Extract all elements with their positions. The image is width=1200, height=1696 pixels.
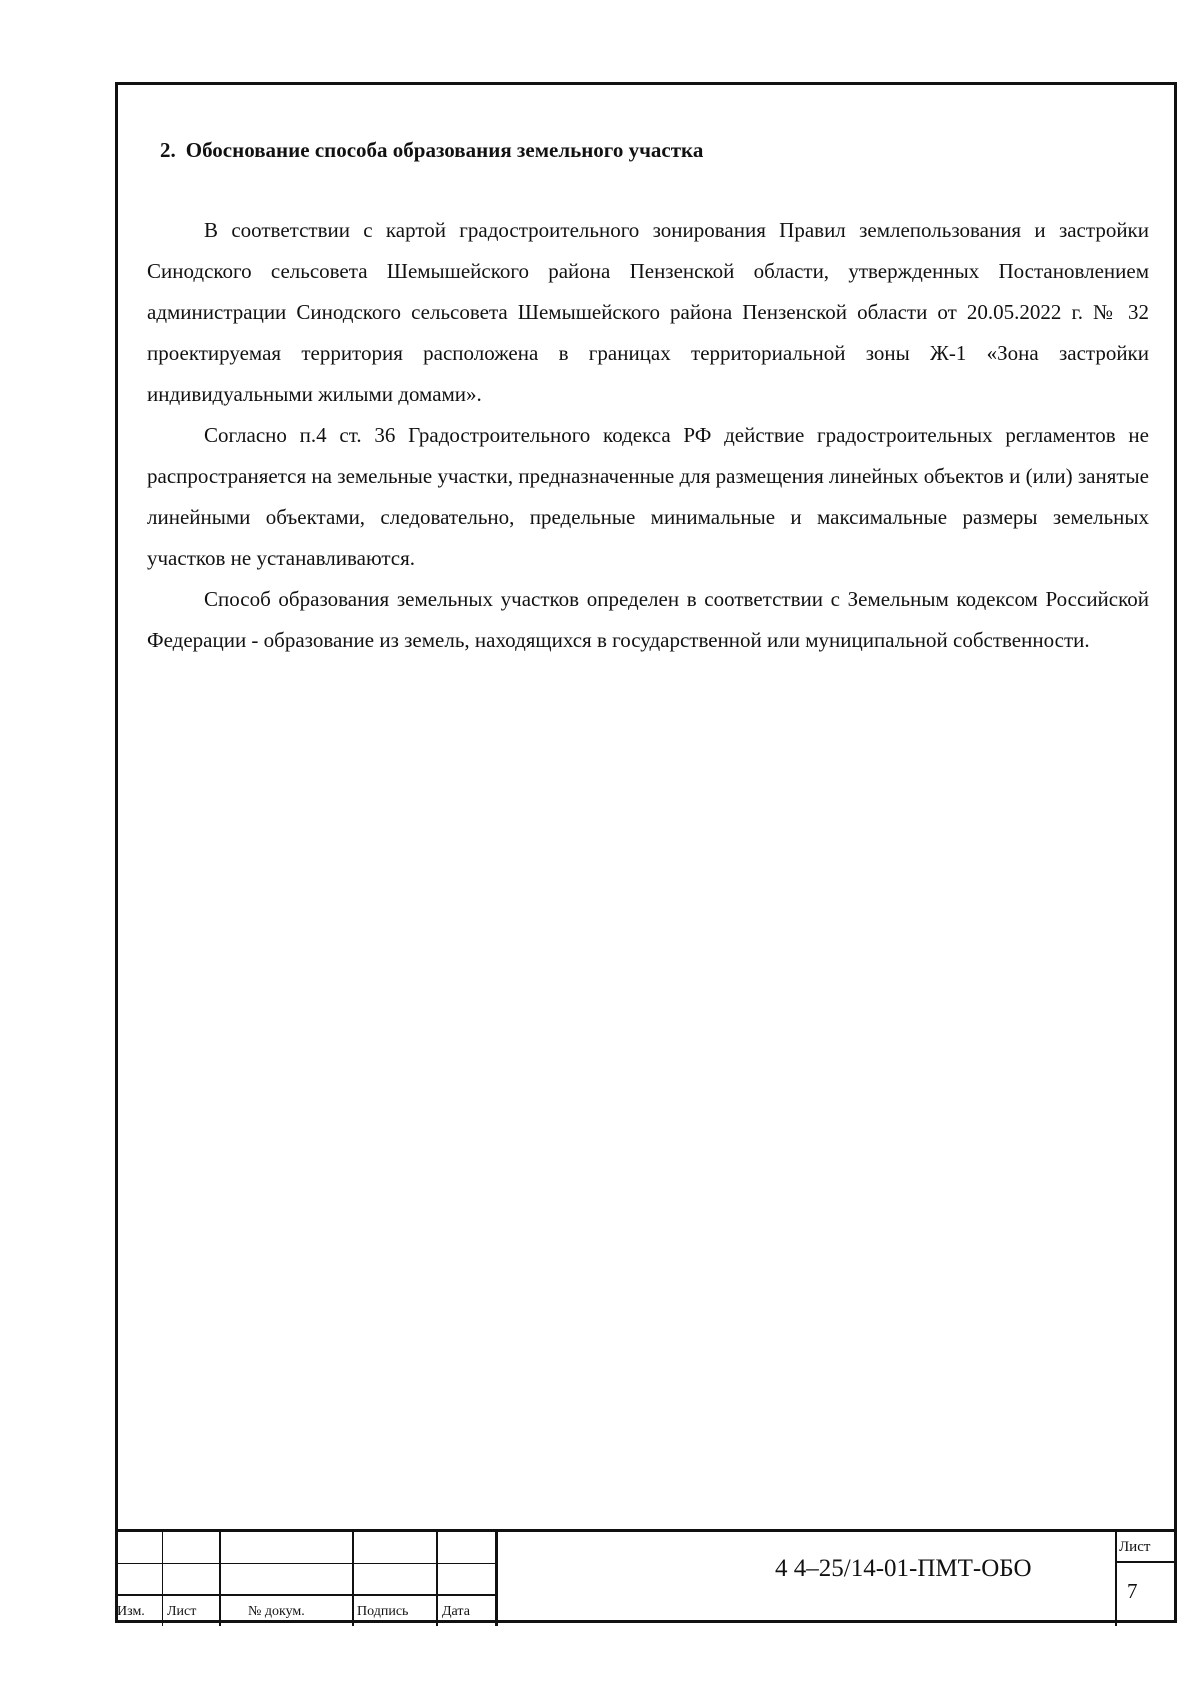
grid-line bbox=[1115, 1532, 1117, 1626]
sheet-label: Лист bbox=[1119, 1539, 1151, 1555]
document-code: 4 4–25/14-01-ПМТ-ОБО bbox=[775, 1555, 1032, 1582]
grid-line bbox=[219, 1532, 221, 1626]
column-label-signature: Подпись bbox=[357, 1604, 409, 1619]
grid-line bbox=[1115, 1561, 1177, 1563]
section-heading bbox=[160, 138, 703, 163]
column-label-list: Лист bbox=[167, 1604, 197, 1619]
paragraph: Согласно п.4 ст. 36 Градостроительного кодекса РФ действие градостроительных регламентов не распространяется на земельные участки, предназначенные для размещения линейных объектов и (или) занятые линейными объектами, следовательно, предельные минимальные и максимальные размеры земельных участков не устанавливаются. bbox=[147, 423, 1149, 570]
column-label-doc-number: № докум. bbox=[248, 1604, 305, 1619]
grid-line bbox=[495, 1532, 498, 1626]
paragraph: Способ образования земельных участков определен в соответствии с Земельным кодексом Российской Федерации - образование из земель, находящихся в государственной или муниципальной собственности. bbox=[147, 587, 1149, 652]
sheet-number: 7 bbox=[1127, 1579, 1138, 1603]
grid-line bbox=[352, 1532, 354, 1626]
grid-line bbox=[115, 1594, 497, 1596]
title-block bbox=[115, 1529, 1177, 1623]
grid-line bbox=[162, 1532, 163, 1626]
paragraph: В соответствии с картой градостроительного зонирования Правил землепользования и застройки Синодского сельсовета Шемышейского района Пензенской области, утвержденных Постановлением администрации Синодского сельсовета Шемышейского района Пензенской области от 20.05.2022 г. № 32 проектируемая территория расположена в границах территориальной зоны Ж-1 «Зона застройки индивидуальными жилыми домами». bbox=[147, 218, 1149, 406]
section-title: Обоснование способа образования земельного участка bbox=[185, 138, 704, 162]
section-number: 2. bbox=[160, 138, 176, 162]
grid-line bbox=[115, 1563, 497, 1564]
column-label-date: Дата bbox=[442, 1604, 470, 1619]
body-text bbox=[147, 210, 1149, 661]
grid-line bbox=[436, 1532, 438, 1626]
column-label-izm: Изм. bbox=[117, 1604, 145, 1619]
